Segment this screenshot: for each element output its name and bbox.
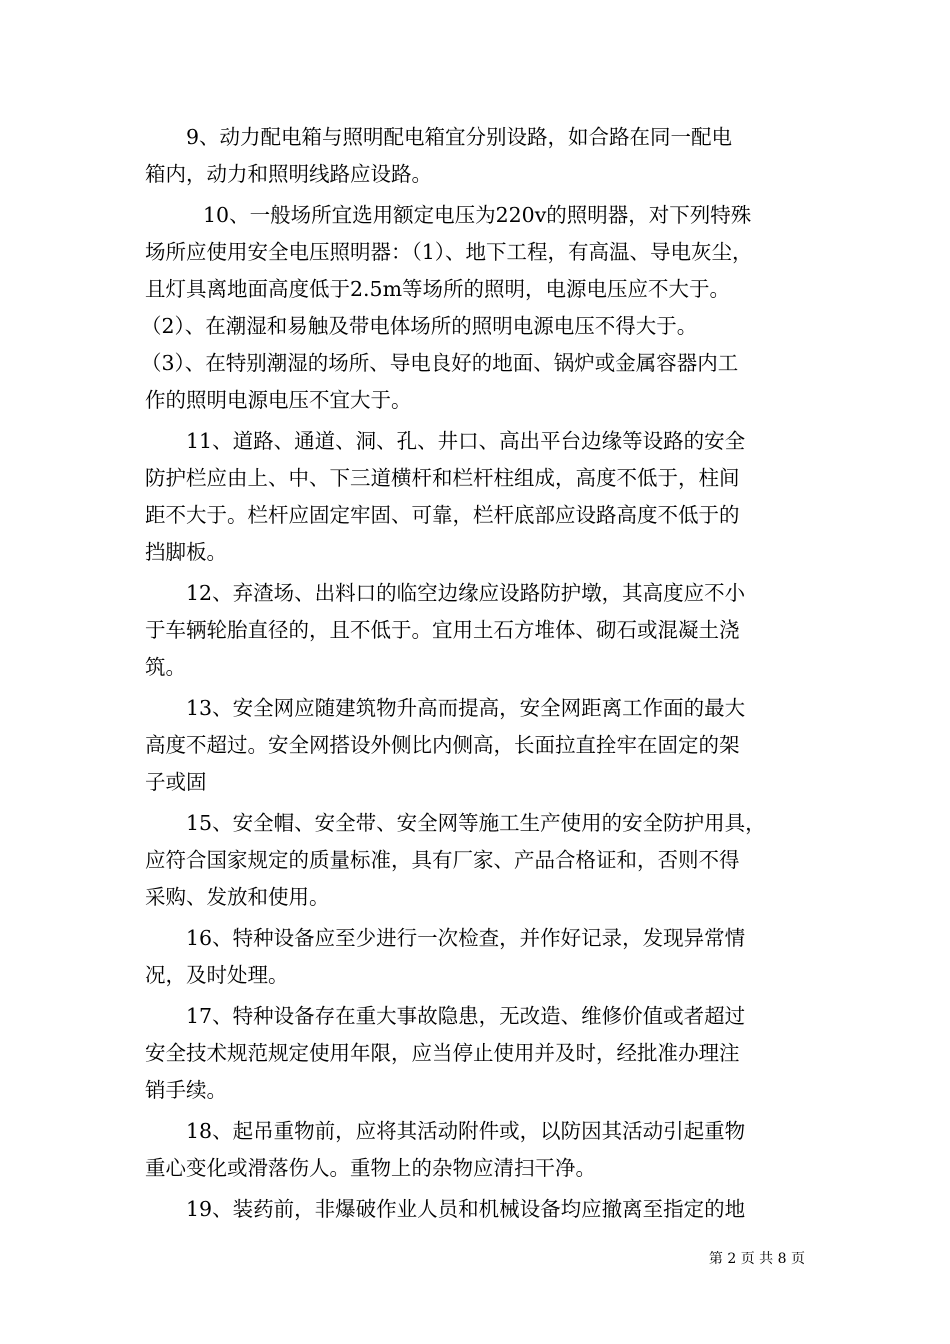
text-line: （2）、在潮湿和易触及带电体场所的照明电源电压不得大于。 xyxy=(141,314,698,338)
text-line: 作的照明电源电压不宜大于。 xyxy=(145,388,412,412)
paragraph-11 xyxy=(145,423,807,571)
paragraph-16 xyxy=(145,920,807,994)
text-line: 18、起吊重物前，应将其活动附件或，以防因其活动引起重物 xyxy=(186,1119,746,1143)
text-line: 场所应使用安全电压照明器：（1）、地下工程，有高温、导电灰尘， xyxy=(145,240,753,264)
paragraph-12 xyxy=(145,575,807,686)
text-line: 箱内，动力和照明线路应设路。 xyxy=(145,162,432,186)
text-line: 距不大于。栏杆应固定牢固、可靠，栏杆底部应设路高度不低于的 xyxy=(145,503,740,527)
text-line: 9、动力配电箱与照明配电箱宜分别设路，如合路在同一配电 xyxy=(186,125,733,149)
paragraph-15 xyxy=(145,805,807,916)
text-line: 况，及时处理。 xyxy=(145,963,289,987)
text-line: 15、安全帽、安全带、安全网等施工生产使用的安全防护用具， xyxy=(186,811,766,835)
text-line: 应符合国家规定的质量标准，具有厂家、产品合格证和，否则不得 xyxy=(145,848,740,872)
paragraph-13 xyxy=(145,690,807,801)
text-line: 筑。 xyxy=(145,655,186,679)
text-line: 高度不超过。安全网搭设外侧比内侧高，长面拉直拴牢在固定的架 xyxy=(145,733,740,757)
text-line: 且灯具离地面高度低于2.5m等场所的照明，电源电压应不大于。 xyxy=(145,277,731,301)
text-line: 防护栏应由上、中、下三道横杆和栏杆柱组成，高度不低于，柱间 xyxy=(145,466,740,490)
document-body xyxy=(141,119,807,1232)
text-line: 安全技术规范规定使用年限，应当停止使用并及时，经批准办理注 xyxy=(145,1041,740,1065)
text-line: 16、特种设备应至少进行一次检查，并作好记录，发现异常情 xyxy=(186,926,746,950)
paragraph-19 xyxy=(145,1191,807,1228)
paragraph-10 xyxy=(141,197,807,419)
page-number: 第 2 页 共 8 页 xyxy=(708,1251,805,1267)
text-line: 采购、发放和使用。 xyxy=(145,885,330,909)
text-line: （3）、在特别潮湿的场所、导电良好的地面、锅炉或金属容器内工 xyxy=(141,351,739,375)
text-line: 12、弃渣场、出料口的临空边缘应设路防护墩，其高度应不小 xyxy=(186,581,746,605)
paragraph-18 xyxy=(145,1113,807,1187)
text-line: 重心变化或滑落伤人。重物上的杂物应清扫干净。 xyxy=(145,1156,596,1180)
text-line: 11、道路、通道、洞、孔、井口、高出平台边缘等设路的安全 xyxy=(186,429,746,453)
text-line: 销手续。 xyxy=(145,1078,227,1102)
paragraph-9 xyxy=(145,119,807,193)
paragraph-17 xyxy=(145,998,807,1109)
text-line: 17、特种设备存在重大事故隐患，无改造、维修价值或者超过 xyxy=(186,1004,746,1028)
text-line: 挡脚板。 xyxy=(145,540,227,564)
text-line: 子或固 xyxy=(145,770,207,794)
text-line: 19、装药前，非爆破作业人员和机械设备均应撤离至指定的地 xyxy=(186,1197,746,1221)
text-line: 于车辆轮胎直径的，且不低于。宜用土石方堆体、砌石或混凝土浇 xyxy=(145,618,740,642)
text-line: 13、安全网应随建筑物升高而提高，安全网距离工作面的最大 xyxy=(186,696,746,720)
text-line: 10、一般场所宜选用额定电压为220v的照明器，对下列特殊 xyxy=(203,203,752,227)
